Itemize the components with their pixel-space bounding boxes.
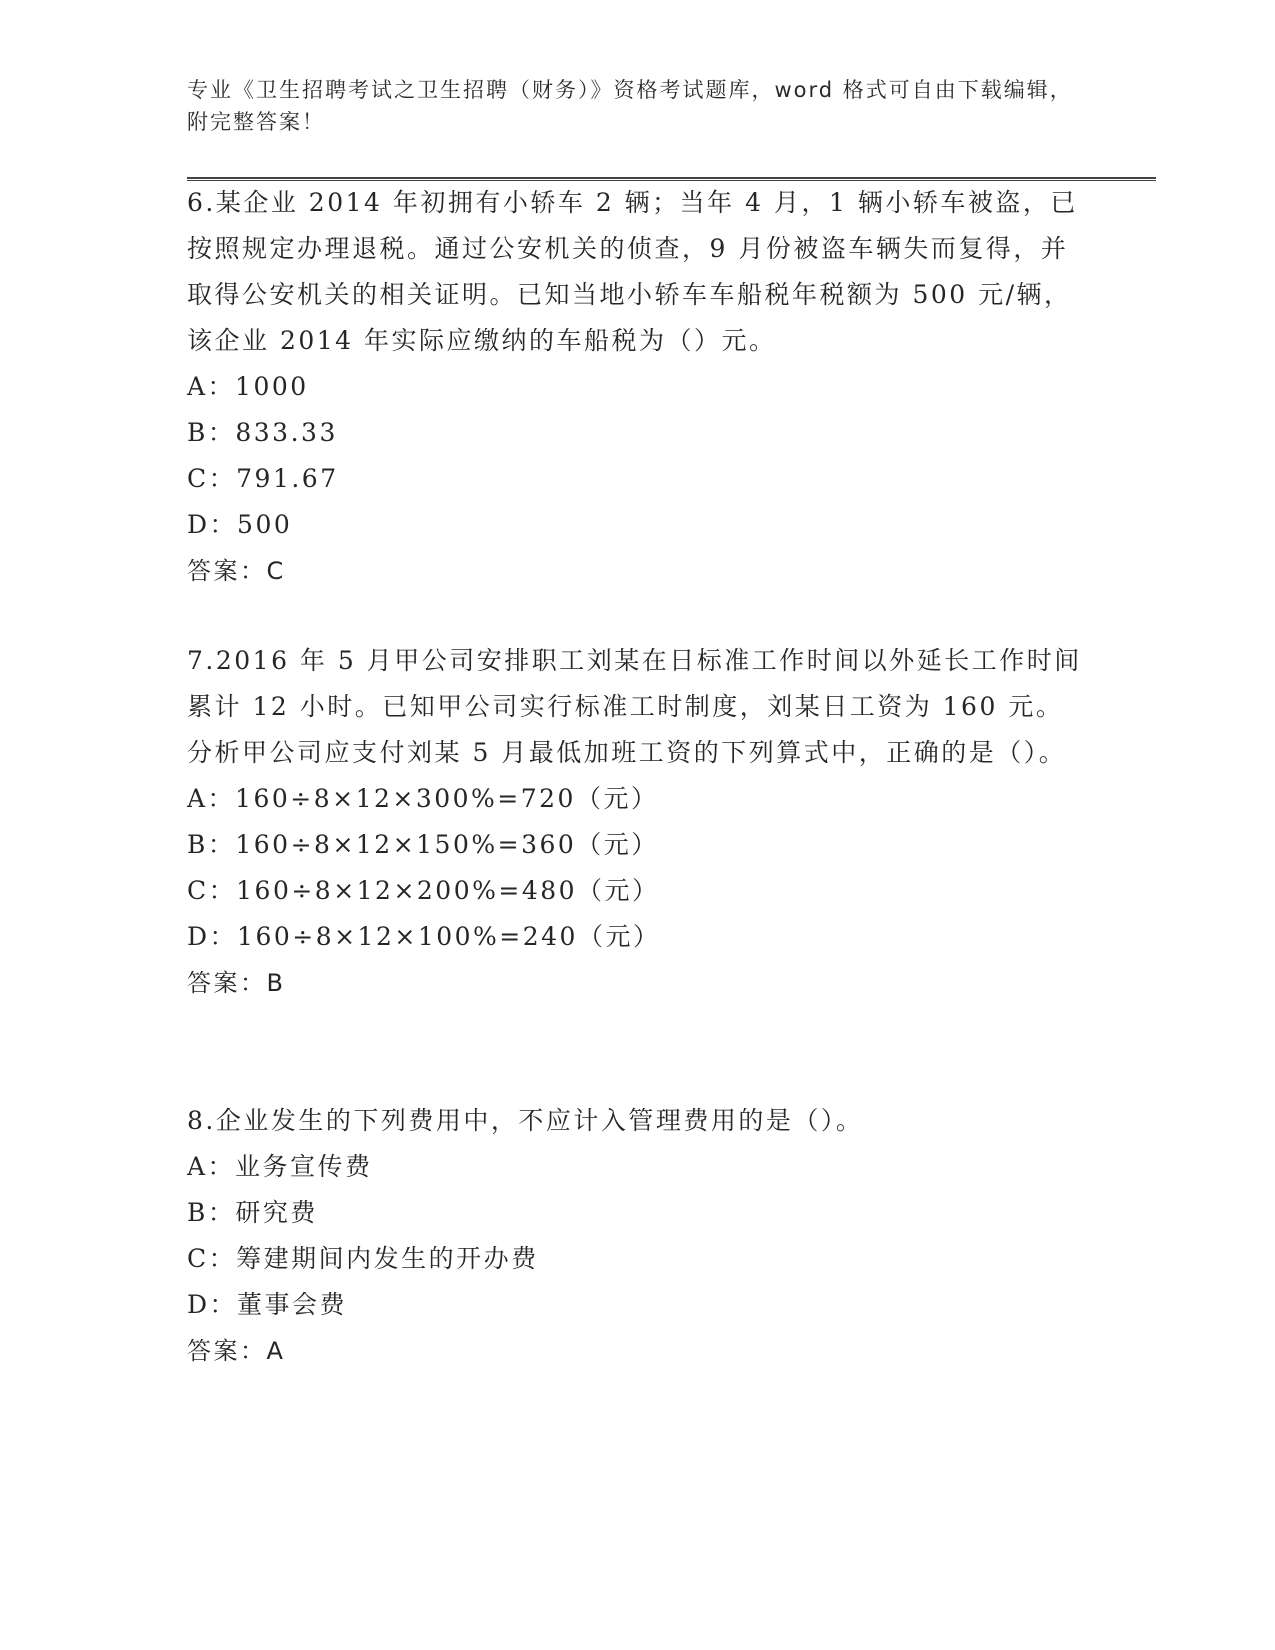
question-7 <box>187 638 1087 1006</box>
header-text: 专业《卫生招聘考试之卫生招聘（财务）》资格考试题库，word 格式可自由下载编辑，附完整答案！ <box>187 78 1073 134</box>
option-b: B：833.33 <box>187 418 338 447</box>
question-8 <box>187 1098 1087 1374</box>
answer: 答案：B <box>187 969 286 997</box>
option-a: A：1000 <box>187 372 309 401</box>
answer: 答案：A <box>187 1337 286 1365</box>
document-header <box>187 74 1087 138</box>
option-b: B：160÷8×12×150%=360（元） <box>187 830 659 859</box>
option-b: B：研究费 <box>187 1198 318 1227</box>
option-d: D：董事会费 <box>187 1290 348 1319</box>
option-c: C：791.67 <box>187 464 339 493</box>
question-6 <box>187 180 1087 594</box>
question-stem: 7.2016 年 5 月甲公司安排职工刘某在日标准工作时间以外延长工作时间累计 12 小时。已知甲公司实行标准工时制度，刘某日工资为 160 元。分析甲公司应支付刘某 5 月最低加班工资的下列算式中，正确的是（）。 <box>187 646 1082 767</box>
option-c: C：筹建期间内发生的开办费 <box>187 1244 539 1273</box>
answer: 答案：C <box>187 557 286 585</box>
option-a: A：业务宣传费 <box>187 1152 373 1181</box>
option-c: C：160÷8×12×200%=480（元） <box>187 876 660 905</box>
option-d: D：500 <box>187 510 293 539</box>
option-a: A：160÷8×12×300%=720（元） <box>187 784 659 813</box>
question-stem: 6.某企业 2014 年初拥有小轿车 2 辆；当年 4 月，1 辆小轿车被盗，已按照规定办理退税。通过公安机关的侦查，9 月份被盗车辆失而复得，并取得公安机关的相关证明。已知当地小轿车车船税年税额为 500 元/辆，该企业 2014 年实际应缴纳的车船税为（）元。 <box>187 188 1078 355</box>
option-d: D：160÷8×12×100%=240（元） <box>187 922 661 951</box>
question-stem: 8.企业发生的下列费用中，不应计入管理费用的是（）。 <box>187 1106 864 1135</box>
